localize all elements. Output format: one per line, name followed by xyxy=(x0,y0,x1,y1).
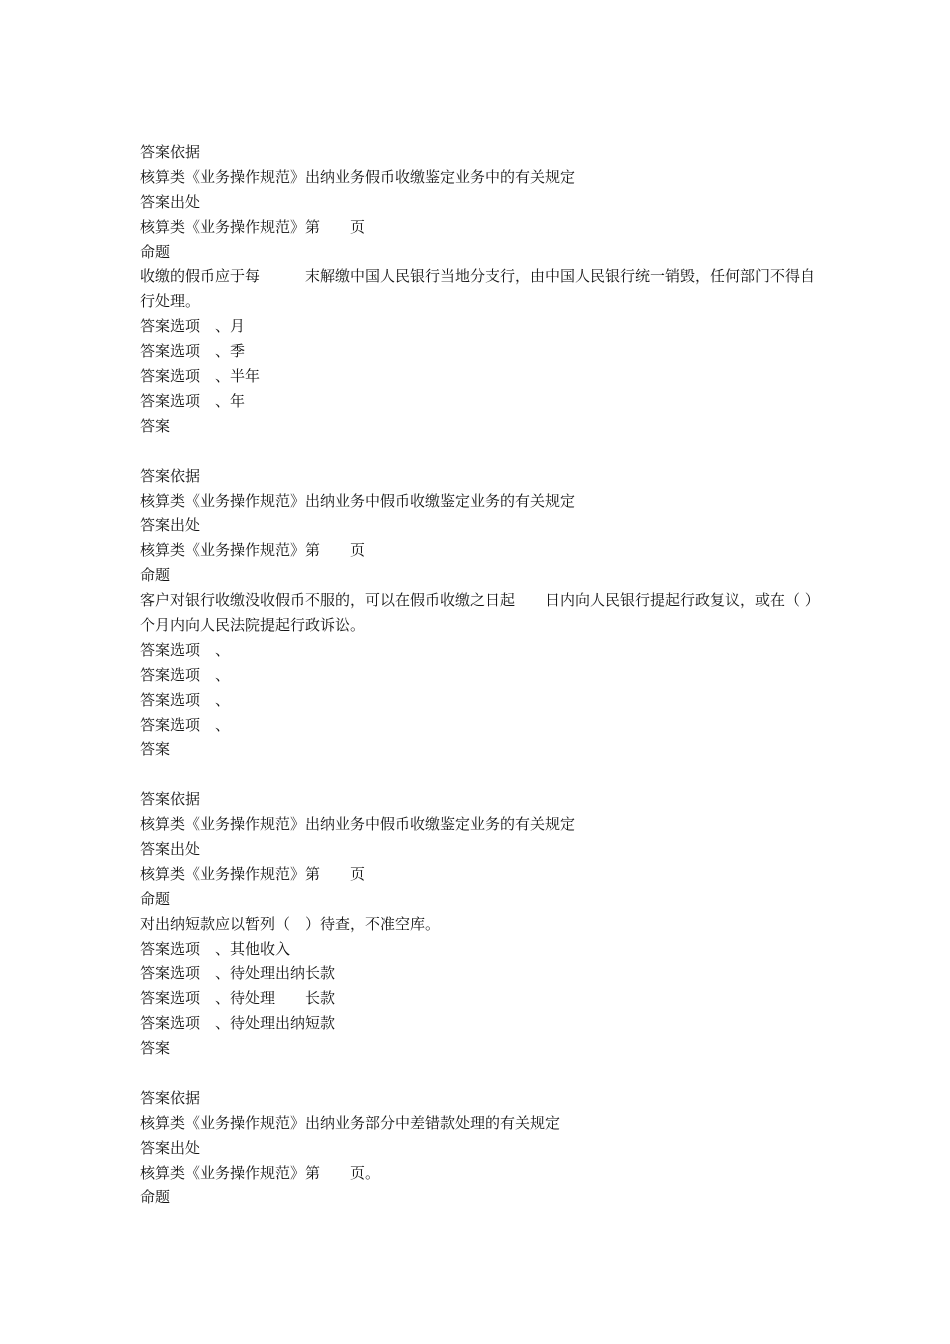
source-text: 核算类《业务操作规范》第 页。 xyxy=(140,1163,381,1182)
basis-text: 核算类《业务操作规范》出纳业务中假币收缴鉴定业务的有关规定 xyxy=(140,491,576,510)
question-label: 命题 xyxy=(140,566,171,585)
answer-option: 答案选项 、 xyxy=(140,690,231,709)
basis-text: 核算类《业务操作规范》出纳业务假币收缴鉴定业务中的有关规定 xyxy=(140,167,576,186)
answer-option: 答案选项 、年 xyxy=(140,391,246,410)
basis-label: 答案依据 xyxy=(140,143,201,161)
answer-label: 答案 xyxy=(140,416,171,435)
source-label: 答案出处 xyxy=(140,1138,201,1157)
answer-option: 答案选项 、其他收入 xyxy=(140,939,291,958)
source-text: 核算类《业务操作规范》第 页 xyxy=(140,217,366,236)
question-block xyxy=(140,787,820,1061)
question-label: 命题 xyxy=(140,1188,171,1207)
source-label: 答案出处 xyxy=(140,516,201,535)
answer-option: 答案选项 、待处理出纳长款 xyxy=(140,964,336,983)
source-label: 答案出处 xyxy=(140,192,201,211)
answer-option: 答案选项 、 xyxy=(140,640,231,659)
question-label: 命题 xyxy=(140,889,171,908)
basis-text: 核算类《业务操作规范》出纳业务部分中差错款处理的有关规定 xyxy=(140,1113,561,1132)
answer-label: 答案 xyxy=(140,1039,171,1058)
basis-text: 核算类《业务操作规范》出纳业务中假币收缴鉴定业务的有关规定 xyxy=(140,815,576,834)
question-text: 客户对银行收缴没收假币不服的，可以在假币收缴之日起 日内向人民银行提起行政复议，或在（ ）个月内向人民法院提起行政诉讼。 xyxy=(140,591,820,634)
question-block xyxy=(140,1086,820,1210)
question-label: 命题 xyxy=(140,242,171,261)
basis-label: 答案依据 xyxy=(140,1088,201,1107)
answer-label: 答案 xyxy=(140,740,171,759)
basis-label: 答案依据 xyxy=(140,790,201,809)
answer-option: 答案选项 、半年 xyxy=(140,367,261,386)
question-text: 收缴的假币应于每 末解缴中国人民银行当地分支行，由中国人民银行统一销毁，任何部门不得自行处理。 xyxy=(140,267,816,311)
block-spacer xyxy=(140,762,820,787)
answer-option: 答案选项 、待处理 长款 xyxy=(140,989,336,1008)
source-text: 核算类《业务操作规范》第 页 xyxy=(140,541,366,560)
answer-option: 答案选项 、月 xyxy=(140,317,246,336)
source-text: 核算类《业务操作规范》第 页 xyxy=(140,864,366,883)
block-spacer xyxy=(140,439,820,464)
block-spacer xyxy=(140,1061,820,1086)
source-label: 答案出处 xyxy=(140,840,201,858)
answer-option: 答案选项 、 xyxy=(140,715,231,734)
question-block xyxy=(140,140,820,439)
question-block xyxy=(140,464,820,763)
question-text: 对出纳短款应以暂列（ ）待查，不准空库。 xyxy=(140,914,441,933)
document-page xyxy=(140,140,820,1210)
answer-option: 答案选项 、季 xyxy=(140,342,246,361)
basis-label: 答案依据 xyxy=(140,466,201,485)
answer-option: 答案选项 、待处理出纳短款 xyxy=(140,1014,336,1033)
answer-option: 答案选项 、 xyxy=(140,665,231,684)
